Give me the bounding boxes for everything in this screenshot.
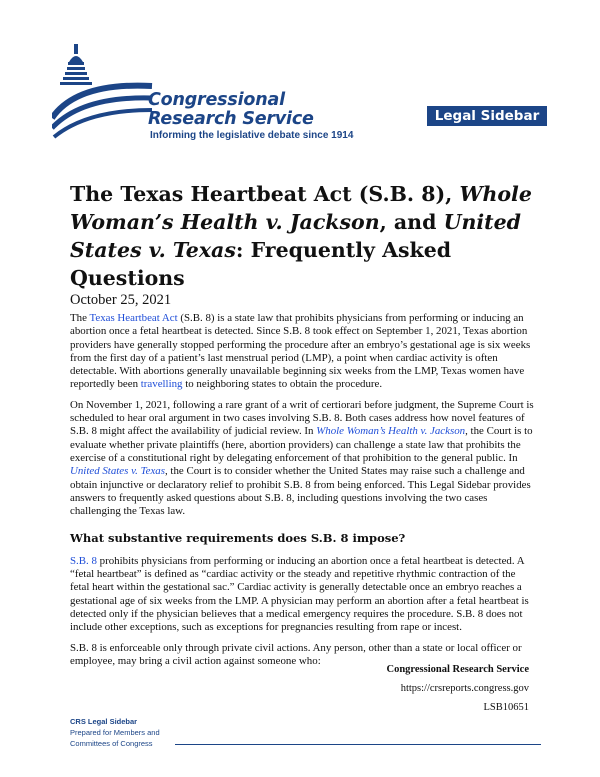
title-case-2: United States v. Texas — [70, 210, 521, 262]
paragraph-2 — [70, 399, 536, 519]
section-heading: What substantive requirements does S.B. 8 impose? — [70, 531, 406, 546]
publication-date: October 25, 2021 — [70, 292, 172, 308]
crs-logo — [52, 40, 382, 150]
text-run: , the Court is to consider whether the United States may raise such a challenge and obtain injunctive or declaratory relief to prohibit S.B. 8 from being enforced. This Legal Sidebar provides answers to frequently asked questions about S.B. 8, including questions involving the two cases challenging the Texas law. — [70, 465, 531, 518]
paragraph-1 — [70, 312, 536, 392]
text-run: On November 1, 2021, following a rare grant of a writ of certiorari before judgment, the Supreme Court is scheduled to hear oral argument in two cases involving S.B. 8. Both cases address how novel features of S.B. 8 might affect the availability of judicial review. In — [70, 398, 534, 438]
link-texas-heartbeat-act[interactable]: Texas Heartbeat Act — [89, 312, 178, 324]
title-part-3: , and — [379, 210, 444, 234]
text-run: to neighboring states to obtain the procedure. — [182, 378, 383, 391]
footer-divider — [175, 744, 541, 745]
link-sb8[interactable]: S.B. 8 — [70, 554, 97, 567]
footer-series — [70, 716, 160, 749]
text-run: prohibits physicians from performing or inducing an abortion once a fetal heartbeat is detected. A “fetal heartbeat” is defined as “cardiac activity or the steady and repetitive rhythmic contraction of the fetal heart within the gestational sac.” Cardiac activity is generally detectable once an embryo reaches a gestational age of six weeks from the LMP. A physician may perform an abortion after a fetal heartbeat is detected only if the physician believes that a medical emergency requires the procedure. S.B. 8 does not include other exceptions, such as exceptions for pregnancies resulting from rape or incest. — [70, 554, 529, 634]
document-title — [70, 180, 540, 292]
footer-publisher — [386, 660, 529, 717]
link-united-states-v-texas[interactable] — [70, 465, 165, 477]
legal-sidebar-badge: Legal Sidebar — [427, 106, 547, 126]
paragraph-4: S.B. 8 is enforceable only through private civil actions. Any person, other than a state or local officer or employee, may bring a civil action against someone who: — [70, 641, 522, 667]
footer-report-id: LSB10651 — [483, 702, 529, 713]
logo-line-2: Research Service — [148, 109, 314, 129]
link-text: United States v. Texas — [70, 465, 165, 478]
link-travelling[interactable]: travelling — [140, 378, 183, 391]
text-run: (S.B. 8) is a state law that prohibits physicians from performing or inducing an abortion once a fetal heartbeat is detected. Since S.B. 8 took effect on September 1, 2021, Texas abortion providers have generally stopped performing the procedure after an embryo’s gestational age is six weeks from the first day of a patient’s last menstrual period (LMP), a point when cardiac activity is often detectable. With abortions generally unavailable beginning six weeks from the LMP, Texas women have reportedly been — [70, 312, 531, 391]
capitol-dome-icon — [52, 40, 162, 140]
logo-line-1: Congressional — [148, 90, 285, 110]
logo-wordmark — [148, 91, 314, 129]
logo-tagline: Informing the legislative debate since 1914 — [150, 130, 354, 141]
document-body — [70, 312, 536, 675]
link-whole-womans-health[interactable] — [316, 425, 465, 437]
footer-series-line-2: Prepared for Members and — [70, 728, 160, 737]
footer-series-title: CRS Legal Sidebar — [70, 717, 138, 726]
paragraph-3 — [70, 555, 536, 635]
footer-org: Congressional Research Service — [386, 664, 529, 675]
link-text: Whole Woman’s Health v. Jackson — [316, 425, 466, 438]
text-run: The — [70, 312, 90, 324]
footer-series-line-3: Committees of Congress — [70, 739, 153, 748]
title-part-1: The Texas Heartbeat Act (S.B. 8), — [70, 182, 460, 206]
footer-url[interactable]: https://crsreports.congress.gov — [400, 683, 529, 694]
title-case-1: Whole Woman’s Health v. Jackson — [70, 182, 532, 234]
text-run: , the Court is to evaluate whether private plaintiffs (here, abortion providers) can challenge a state law that prohibits the exercise of a constitutional right by delegating enforcement of that prohibition to the general public. In — [70, 425, 533, 464]
title-part-5: : Frequently Asked Questions — [70, 238, 452, 290]
